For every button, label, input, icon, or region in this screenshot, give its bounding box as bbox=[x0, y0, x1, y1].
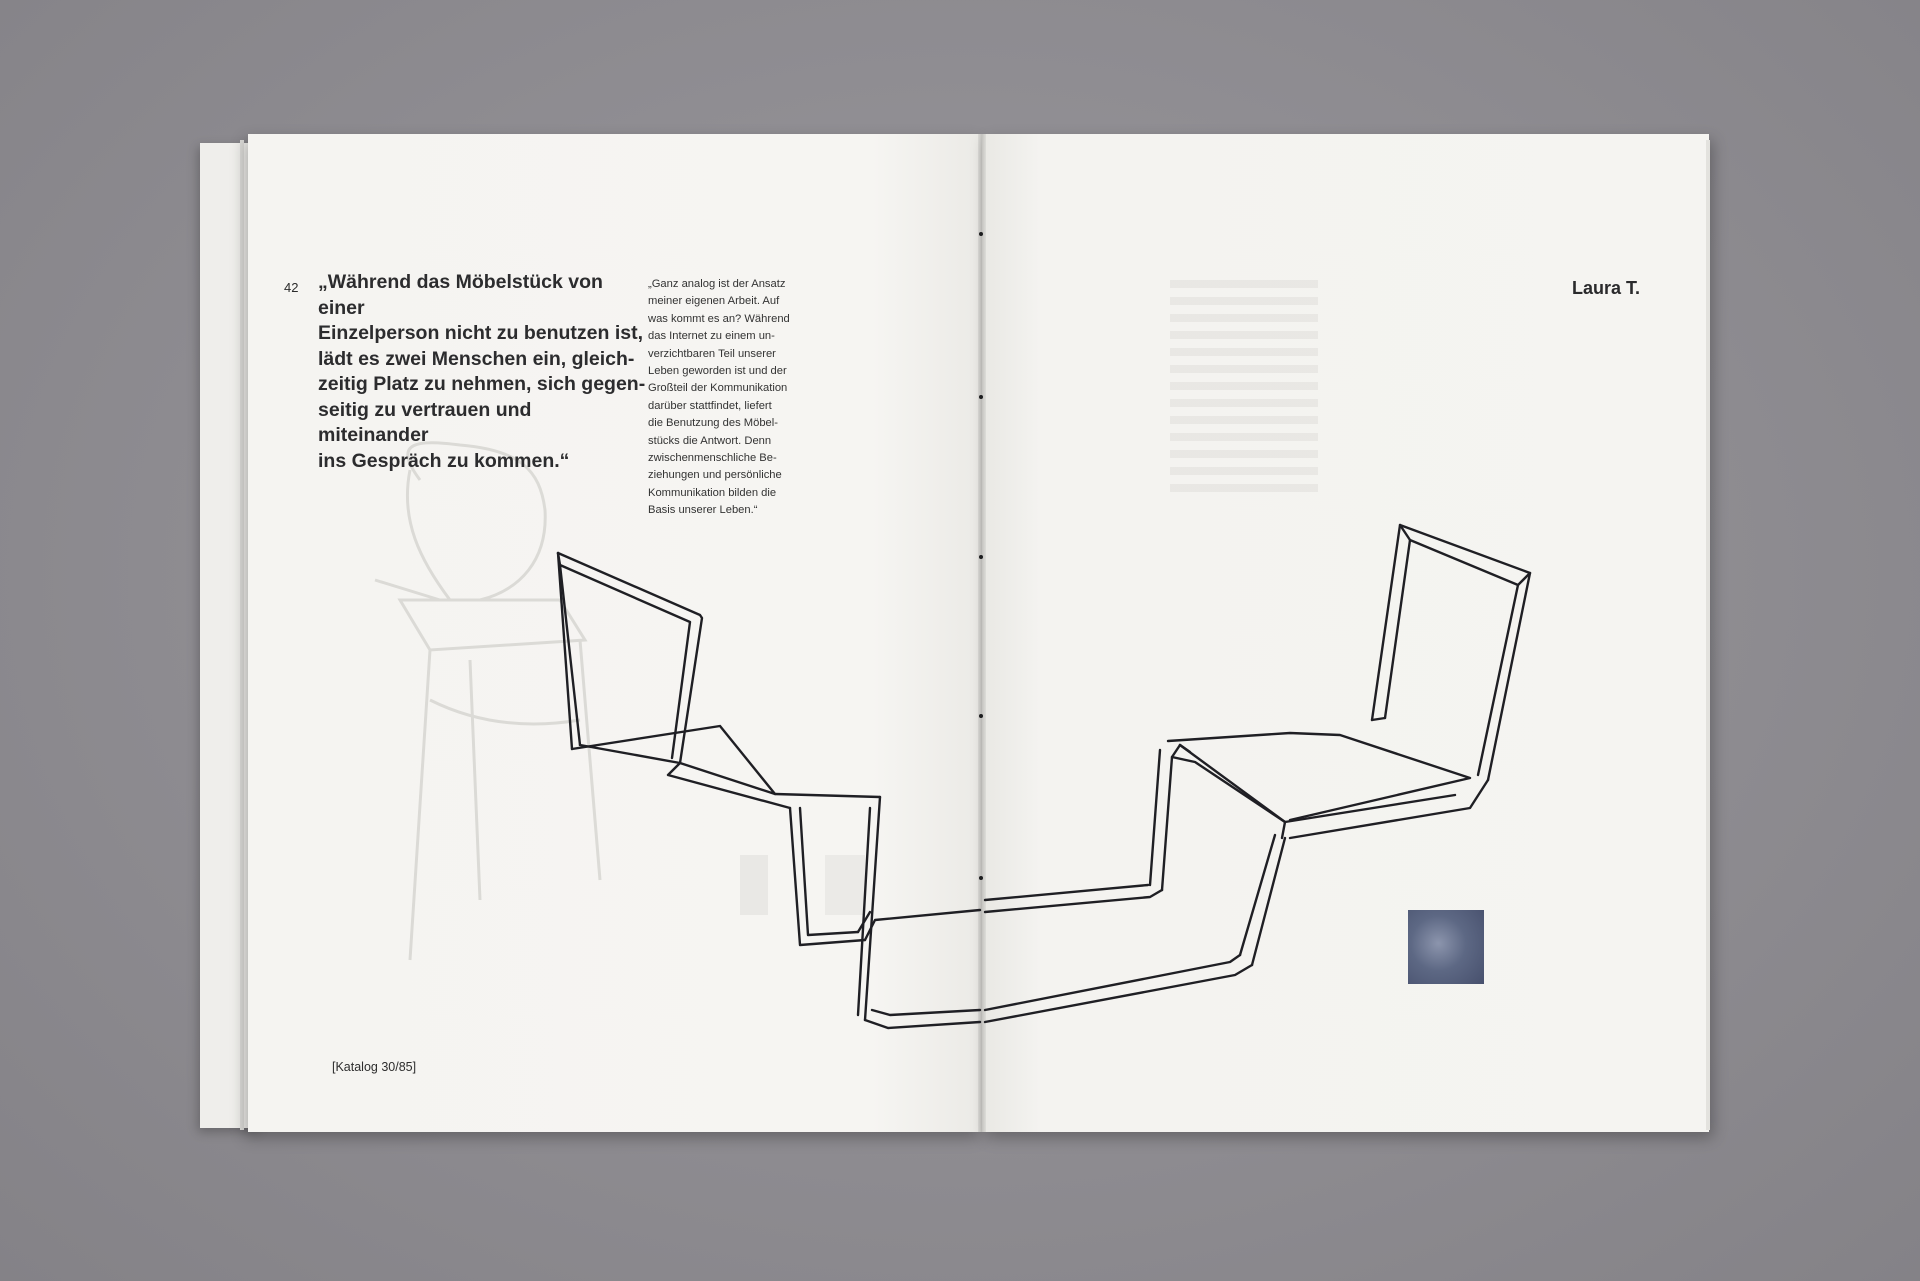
page-number: 42 bbox=[284, 280, 299, 295]
material-swatch-image bbox=[1408, 910, 1484, 984]
stepped-chair-drawing bbox=[558, 525, 1530, 1028]
pull-quote: „Während das Möbelstück von einer Einzelperson nicht zu benutzen ist, lädt es zwei Menschen ein, gleich- zeitig Platz zu nehmen, sich gegen- seitig zu vertrauen und miteinander ins Gespräch zu kommen.“ bbox=[318, 271, 646, 472]
catalog-footer: [Katalog 30/85] bbox=[332, 1060, 417, 1074]
show-through-chair-sketch bbox=[375, 443, 600, 960]
body-text-column: „Ganz analog ist der Ansatz meiner eigenen Arbeit. Auf was kommt es an? Während das Internet zu einem un- verzichtbaren Teil unserer Leben geworden ist und der Großteil der Kommunikation darüber stattfindet, liefert die Benutzung des Möbel- stücks die Antwort. Denn zwischenmenschliche Be- ziehungen und persönliche Kommunikation bilden die Basis unserer Leben.“ bbox=[648, 278, 790, 517]
author-name: Laura T. bbox=[1571, 278, 1640, 298]
